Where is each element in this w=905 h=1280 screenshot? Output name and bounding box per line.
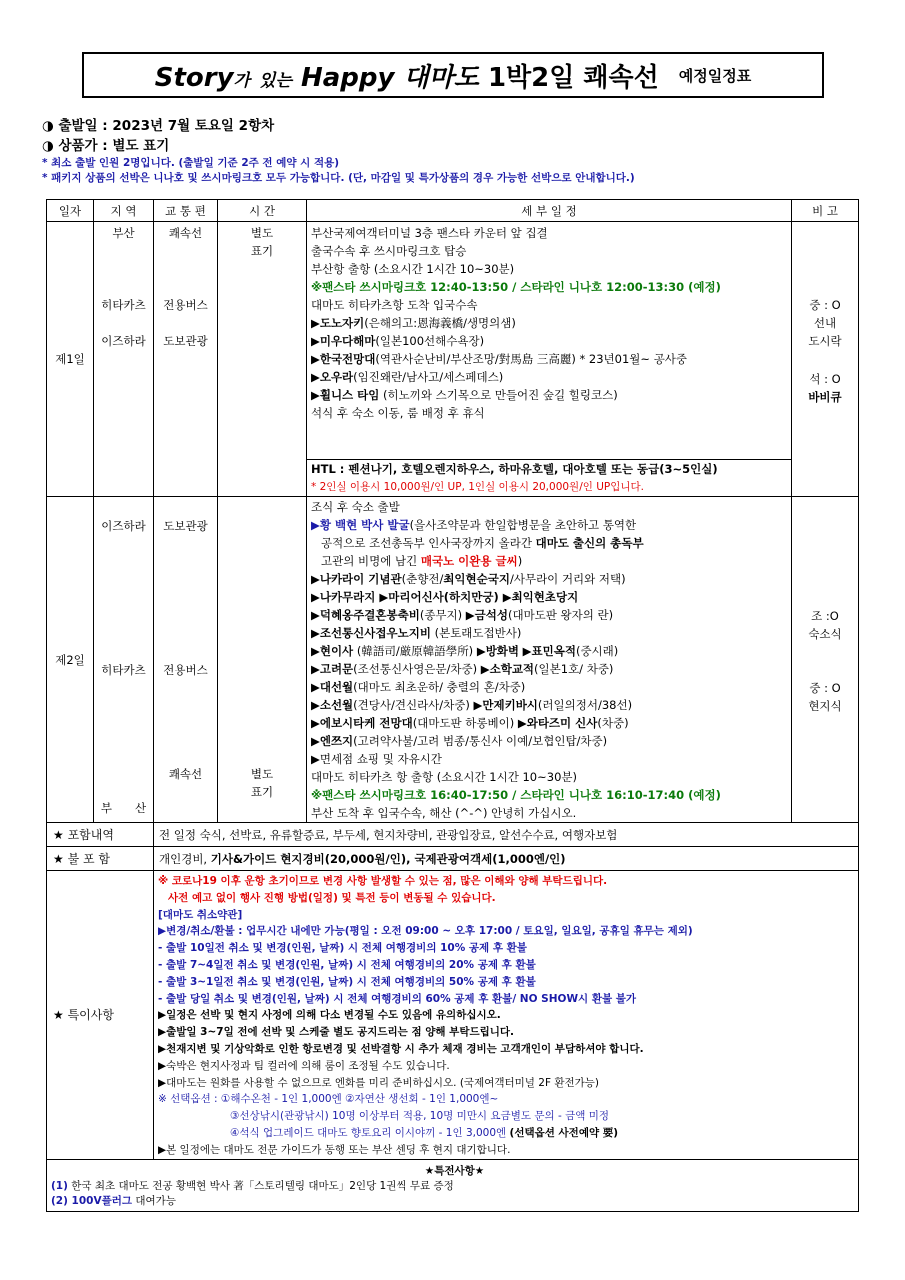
col-transport: 교 통 편 <box>154 200 218 222</box>
day1-time: 별도 표기 <box>218 222 307 497</box>
col-time: 시 간 <box>218 200 307 222</box>
day2-transports: 도보관광 전용버스 쾌속선 <box>154 497 218 823</box>
included-row <box>47 823 859 847</box>
benefit-1: (1) 한국 최초 대마도 전공 황백현 박사 著「스토리텔링 대마도」2인당 1권씩 무료 증정 <box>51 1179 454 1192</box>
col-remarks: 비 고 <box>792 200 859 222</box>
day1-hotel: HTL : 펜션나기, 호텔오렌지하우스, 하마유호텔, 대아호텔 또는 동급(3~5인실) * 2인실 이용시 10,000원/인 UP, 1인실 이용시 20,000원/인 UP입니다. <box>307 460 792 497</box>
col-schedule: 세 부 일 정 <box>307 200 792 222</box>
excluded-label: ★ 불 포 함 <box>47 847 154 871</box>
excluded-row <box>47 847 859 871</box>
special-row <box>47 871 859 1160</box>
benefit-2: (2) 100V플러그 대여가능 <box>51 1194 176 1207</box>
day2-time: 별도 표기 <box>218 497 307 823</box>
page-title: Story가 있는 Happy 대마도 1박2일 쾌속선 예정일정표 <box>82 52 824 98</box>
excluded-text: 개인경비, 기사&가이드 현지경비(20,000원/인), 국제관광여객세(1,000엔/인) <box>154 847 859 871</box>
day2-regions: 이즈하라 히타카츠 부 산 <box>94 497 154 823</box>
day2-remarks: 조 :O 숙소식 중 : O 현지식 <box>792 497 859 823</box>
day1-regions: 부산 히타카츠 이즈하라 <box>94 222 154 497</box>
included-text: 전 일정 숙식, 선박료, 유류할증료, 부두세, 현지차량비, 관광입장료, 알선수수료, 여행자보험 <box>154 823 859 847</box>
included-label: ★ 포함내역 <box>47 823 154 847</box>
col-day: 일자 <box>47 200 94 222</box>
special-label: ★ 특이사항 <box>47 871 154 1160</box>
day1-transports: 쾌속선 전용버스 도보관광 <box>154 222 218 497</box>
min-people-note: * 최소 출발 인원 2명입니다. (출발일 기준 2주 전 예약 시 적용) <box>42 157 340 169</box>
price-info: ◑ 상품가 : 별도 표기 <box>42 138 170 154</box>
itinerary-table <box>46 199 859 1212</box>
benefits-row <box>47 1159 859 1211</box>
benefits <box>47 1159 859 1211</box>
day2-label: 제2일 <box>47 497 94 823</box>
day2-schedule: 조식 후 숙소 출발 ▶황 백현 박사 발굴(을사조약문과 한일합병문을 초안하고 통역한 공적으로 조선총독부 인사국장까지 올라간 대마도 출신의 총독부 고관의 비명에 남긴 매국노 이완용 글씨) ▶나카라이 기념관(춘향전/최익현순국지/사무라이 거리와 저택) ▶나카무라지 ▶마리어신사(하치만궁) ▶최익현초당지 ▶덕혜옹주결혼봉축비(종무지) ▶금석성(대마도판 왕자의 란) ▶조선통신사접우노지비 (본토래도접반사) ▶현이사 (韓語司/厳原韓語學所) ▶방화벽 ▶표민옥적(중시래) ▶고려문(조선통신사영은문/차중) ▶소학교적(일본1호/ 차중) ▶대선월(대마도 최초운하/ 충렬의 혼/차중) ▶소선월(견당사/견신라사/차중) ▶만제키바시(러일의정서/38선) ▶에보시타케 전망대(대마도판 하롱베이) ▶와타즈미 신사(차중) ▶엔쯔지(고려약사불/고려 범종/통신사 이예/보협인탑/차중) ▶면세점 쇼핑 및 자유시간 대마도 히타카츠 항 출항 (소요시간 1시간 10~30분) ※팬스타 쓰시마링크호 16:40-17:50 / 스타라인 니나호 16:10-17:40 (예정) 부산 도착 후 입국수속, 해산 (^-^) 안녕히 가십시오. <box>307 497 792 823</box>
day1-label: 제1일 <box>47 222 94 497</box>
day1-schedule: 부산국제여객터미널 3층 팬스타 카운터 앞 집결 출국수속 후 쓰시마링크호 탑승 부산항 출항 (소요시간 1시간 10~30분) ※팬스타 쓰시마링크호 12:40-13:50 / 스타라인 니나호 12:00-13:30 (예정) 대마도 히타카츠항 도착 입국수속 ▶도노자키(은해의고:恩海義橋/생명의샘) ▶미우다해마(일본100선해수욕장) ▶한국전망대(역관사순난비/부산조망/對馬島 三高麗) * 23년01월~ 공사중 ▶오우라(임진왜란/남사고/세스페데스) ▶휠니스 타임 (히노끼와 스기목으로 만들어진 숲길 힐링코스) 석식 후 숙소 이동, 룸 배정 후 휴식 <box>307 222 792 460</box>
ship-note: * 패키지 상품의 선박은 니나호 및 쓰시마링크호 모두 가능합니다. (단, 마감일 및 특가상품의 경우 가능한 선박으로 안내합니다.) <box>42 172 635 184</box>
special-notes: ※ 코로나19 이후 운항 초기이므로 변경 사항 발생할 수 있는 점, 많은 이해와 양해 부탁드립니다. 사전 예고 없이 행사 진행 방법(일정) 및 특전 등이 변동될 수 있습니다. [대마도 취소약관] ▶변경/취소/환불 : 업무시간 내에만 가능(평일 : 오전 09:00 ~ 오후 17:00 / 토요일, 일요일, 공휴일 휴무는 제외) - 출발 10일전 취소 및 변경(인원, 날짜) 시 전체 여행경비의 10% 공제 후 환불 - 출발 7~4일전 취소 및 변경(인원, 날짜) 시 전체 여행경비의 20% 공제 후 환불 - 출발 3~1일전 취소 및 변경(인원, 날짜) 시 전체 여행경비의 50% 공제 후 환불 - 출발 당일 취소 및 변경(인원, 날짜) 시 전체 여행경비의 60% 공제 후 환불/ NO SHOW시 환불 불가 ▶일정은 선박 및 현지 사정에 의해 다소 변경될 수도 있음에 유의하십시오. ▶출발일 3~7일 전에 선박 및 스케줄 별도 공지드리는 점 양해 부탁드립니다. ▶천재지변 및 기상악화로 인한 항로변경 및 선박결항 시 추가 체재 경비는 고객개인이 부담하셔야 합니다. ▶숙박은 현지사정과 팀 컬러에 의해 룸이 조정될 수도 있습니다. ▶대마도는 원화를 사용할 수 없으므로 엔화를 미리 준비하십시오. (국제여객터미널 2F 환전가능) ※ 선택옵션 : ①해수온천 - 1인 1,000엔 ②자연산 생선회 - 1인 1,000엔~ ③선상낚시(관광낚시) 10명 이상부터 적용, 10명 미만시 요금별도 문의 - 금액 미정 ④석식 업그레이드 대마도 향토요리 이시야끼 - 1인 3,000엔 (선택옵션 사전예약 要) ▶본 일정에는 대마도 전문 가이드가 동행 또는 부산 센딩 후 현지 대기합니다. <box>154 871 859 1160</box>
benefits-title: ★특전사항★ <box>424 1164 485 1177</box>
day1-row <box>47 222 859 460</box>
col-region: 지 역 <box>94 200 154 222</box>
table-header <box>47 200 859 222</box>
page-subtitle: 예정일정표 <box>678 66 752 85</box>
trip-meta <box>42 116 872 186</box>
day1-remarks: 중 : O 선내 도시락 석 : O 바비큐 <box>792 222 859 497</box>
departure-date: ◑ 출발일 : 2023년 7월 토요일 2항차 <box>42 118 275 134</box>
day2-row <box>47 497 859 823</box>
